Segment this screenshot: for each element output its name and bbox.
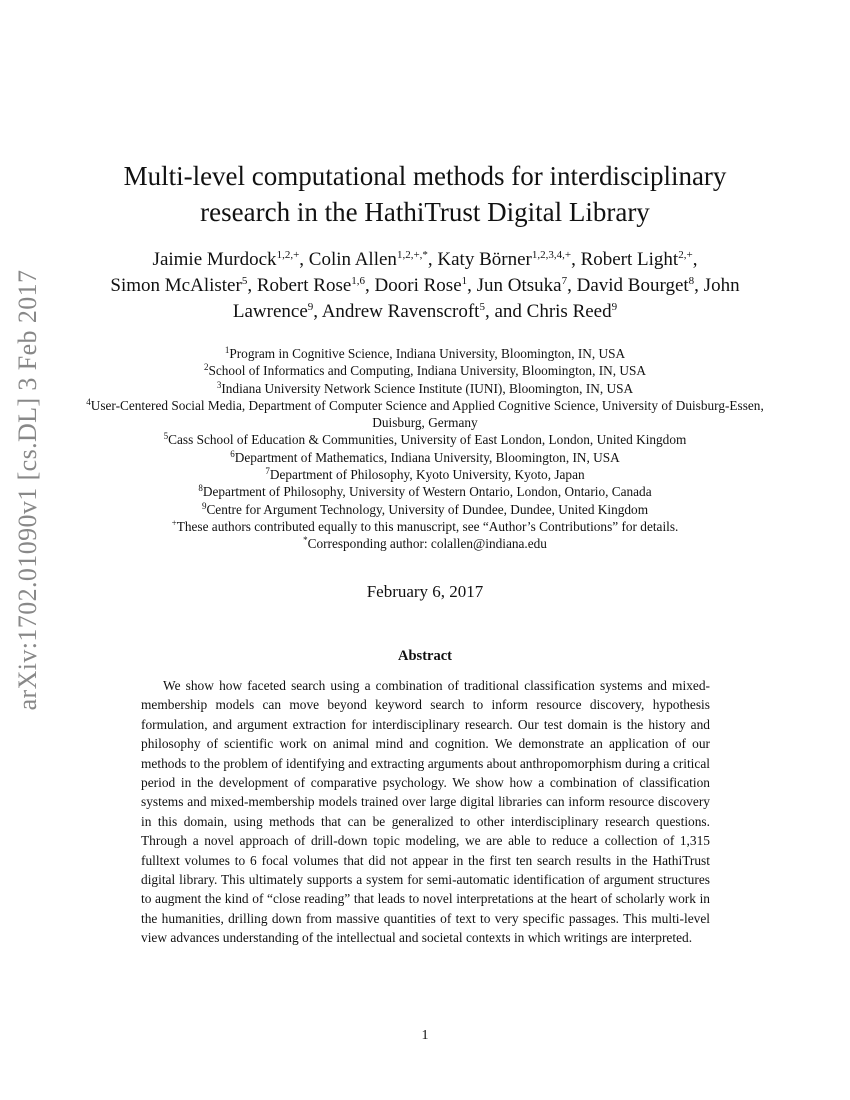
abstract-text: We show how faceted search using a combination of traditional classification systems and mixed-membership models can move beyond keyword search to inform resource discovery, hypothesis formulation, and argument extraction for interdisciplinary research. Our test domain is the history and philosophy of scientific work on animal mind and cognition. We demonstrate an application of our methods to the problem of identifying and extracting arguments about anthropomorphism during a critical period in the development of comparative psychology. We show how a combination of classification systems and mixed-membership models trained over large digital libraries can inform resource discovery in this domain, using methods that can be generalized to other interdisciplinary research questions. Through a novel approach of drill-down topic modeling, we are able to reduce a collection of 1,315 fulltext volumes to 6 focal volumes that did not appear in the first ten search results in the HathiTrust digital library. This ultimately supports a system for semi-automatic identification of argument structures to augment the kind of “close reading” that leads to novel interpretations at the heart of scholarly work in the humanities, drilling down from massive quantities of text to very specific passages. This multi-level view advances understanding of the intellectual and societal contexts in which writings are interpreted. — [141, 678, 710, 946]
author-name: Doori Rose — [374, 275, 462, 296]
affiliation-sup: 1 — [224, 345, 230, 355]
author-line-1: Jaimie Murdock$^{1,2,+}$, Colin Allen$^{1,2,+,*}$, Katy Börner$^{1,2,3,4,+}$, Robert Light$^{2,+}$, — [152, 249, 698, 270]
author-sup: 9 — [307, 301, 314, 313]
affiliation-item — [80, 518, 770, 535]
affiliation-item — [80, 380, 770, 397]
author-name: Andrew Ravenscroft — [321, 301, 480, 322]
affiliation-sup: 4 — [86, 396, 91, 407]
title-line-1: Multi-level computational methods for interdisciplinary — [123, 161, 727, 191]
affiliation-item — [80, 397, 770, 432]
and-word: and — [494, 301, 522, 322]
author-name: Robert Rose — [256, 275, 352, 296]
author-list — [80, 247, 770, 325]
affiliation-item — [80, 501, 770, 518]
affiliation-list — [80, 345, 770, 553]
affiliation-text: Indiana University Network Science Institute (IUNI), Bloomington, IN, USA — [221, 380, 634, 396]
affiliation-sup: * — [303, 535, 308, 546]
author-name: Simon McAlister — [110, 275, 242, 296]
author-sup: 1,2,+,* — [396, 249, 428, 261]
affiliation-sup: 3 — [216, 379, 222, 390]
affiliation-item — [80, 466, 770, 483]
affiliation-item — [80, 535, 770, 552]
affiliation-sup: 2 — [203, 362, 209, 373]
paper-date: February 6, 2017 — [366, 582, 484, 601]
arxiv-id: arXiv:1702.01090v1 [cs.DL] 3 Feb 2017 — [13, 269, 42, 711]
arxiv-stamp — [4, 269, 52, 711]
author-sup: 1,2,3,4,+ — [531, 249, 572, 261]
author-sup: 1,6 — [351, 275, 366, 287]
affiliation-text: Corresponding author: colallen@indiana.edu — [307, 536, 547, 552]
paper-title — [80, 158, 770, 230]
author-name: Chris Reed — [526, 301, 612, 322]
affiliation-text: Centre for Argument Technology, University of Dundee, Dundee, United Kingdom — [206, 501, 649, 517]
author-name: Katy Börner — [437, 249, 532, 270]
affiliation-sup: 5 — [163, 431, 169, 442]
affiliation-sup: 9 — [201, 500, 207, 511]
affiliation-item — [80, 449, 770, 466]
title-line-2: research in the HathiTrust Digital Library — [200, 197, 650, 227]
author-line-2: Simon McAlister$^5$, Robert Rose$^{1,6}$, Doori Rose$^1$, Jun Otsuka$^7$, David Bourget$^8$, John Lawrence$^9$, Andrew Ravenscroft$^5$, and Chris Reed$^9$ — [110, 275, 740, 322]
author-sup: 7 — [561, 275, 568, 287]
affiliation-item — [80, 431, 770, 448]
affiliation-item — [80, 345, 770, 362]
author-sup: 5 — [479, 301, 485, 313]
affiliation-item — [80, 362, 770, 379]
abstract-heading: Abstract — [398, 648, 452, 664]
author-sup: 2,+ — [678, 249, 693, 261]
affiliation-text: Department of Philosophy, University of Western Ontario, London, Ontario, Canada — [202, 484, 652, 500]
author-name: Colin Allen — [308, 249, 397, 270]
affiliation-text: Department of Mathematics, Indiana University, Bloomington, IN, USA — [234, 449, 620, 465]
author-name: David Bourget — [576, 275, 689, 296]
author-name: Robert Light — [580, 249, 679, 270]
author-sup: 9 — [611, 301, 618, 313]
affiliation-sup: + — [171, 517, 177, 528]
affiliation-text: School of Informatics and Computing, Indiana University, Bloomington, IN, USA — [208, 363, 647, 379]
author-sup: 5 — [241, 275, 248, 287]
author-name: John Lawrence — [232, 275, 740, 322]
affiliation-sup: 8 — [198, 483, 203, 494]
author-sup: 1 — [461, 275, 468, 287]
affiliation-text: Cass School of Education & Communities, University of East London, London, United Kingdom — [168, 432, 687, 448]
affiliation-item — [80, 483, 770, 500]
author-sup: 8 — [688, 275, 695, 287]
affiliation-text: Program in Cognitive Science, Indiana University, Bloomington, IN, USA — [229, 346, 626, 361]
author-name: Jaimie Murdock — [152, 249, 277, 270]
affiliation-text: User-Centered Social Media, Department of Computer Science and Applied Cognitive Science, University of Duisburg-Essen, Duisburg, Germany — [90, 397, 764, 431]
author-name: Jun Otsuka — [476, 275, 562, 296]
affiliation-text: These authors contributed equally to this manuscript, see “Author’s Contributions” for details. — [176, 518, 679, 534]
page-number: 1 — [421, 1028, 429, 1043]
affiliation-sup: 6 — [230, 448, 235, 459]
affiliation-sup: 7 — [265, 466, 270, 477]
author-sup: 1,2,+ — [276, 249, 300, 261]
affiliation-text: Department of Philosophy, Kyoto University, Kyoto, Japan — [269, 467, 585, 483]
